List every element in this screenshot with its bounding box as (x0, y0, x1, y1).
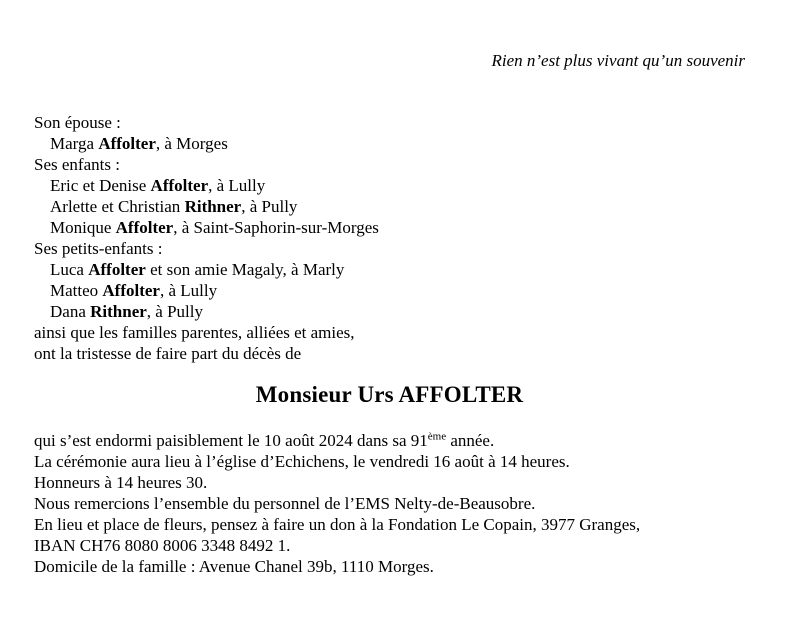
thanks-line (34, 493, 745, 514)
text-run: , à Pully (146, 302, 203, 321)
relation-label-children (34, 154, 745, 175)
surname-bold-text: Affolter (150, 176, 209, 195)
text-run: année. (446, 431, 495, 450)
text-run: , à Lully (208, 176, 266, 195)
text-run: Domicile de la famille : Avenue Chanel 39b, 1110 Morges. (34, 557, 434, 576)
text-run: , à Pully (241, 197, 298, 216)
honors-line (34, 472, 745, 493)
text-run: , à Saint-Saphorin-sur-Morges (173, 218, 379, 237)
text-run: Dana (50, 302, 91, 321)
text-run: Son épouse : (34, 113, 121, 132)
text-run: En lieu et place de fleurs, pensez à faire un don à la Fondation Le Copain, 3977 Granges, (34, 515, 641, 534)
relation-label-spouse (34, 112, 745, 133)
text-run: ont la tristesse de faire part du décès de (34, 344, 302, 363)
family-member-luca (34, 259, 745, 280)
epigraph-quote: Rien n’est plus vivant qu’un souvenir (491, 51, 745, 70)
text-run: Ses enfants : (34, 155, 120, 174)
family-member-marga (34, 133, 745, 154)
text-run: et son amie Magaly, à Marly (145, 260, 345, 279)
ordinal-superscript: ème (427, 430, 447, 443)
text-run: Luca (50, 260, 89, 279)
family-member-dana (34, 301, 745, 322)
text-run: Monique (50, 218, 116, 237)
donation-line (34, 514, 745, 535)
text-column (34, 0, 745, 577)
family-member-eric-denise (34, 175, 745, 196)
family-home-line (34, 556, 745, 577)
death-date-line (34, 430, 745, 451)
announcement-details (34, 430, 745, 577)
text-run: La cérémonie aura lieu à l’église d’Echichens, le vendredi 16 août à 14 heures. (34, 452, 570, 471)
surname-bold-text: Affolter (102, 281, 160, 300)
relation-label-grandchildren (34, 238, 745, 259)
text-run: Eric et Denise (50, 176, 151, 195)
sorrow-line (34, 343, 745, 364)
surname-bold-text: Affolter (115, 218, 174, 237)
text-run: ainsi que les familles parentes, alliées et amies, (34, 323, 355, 342)
text-run: qui s’est endormi paisiblement le 10 août 2024 dans sa 91 (34, 431, 428, 450)
text-run: , à Lully (159, 281, 218, 300)
text-run: IBAN CH76 8080 8006 3348 8492 1. (34, 536, 291, 555)
text-run: Matteo (50, 281, 103, 300)
ceremony-line (34, 451, 745, 472)
deceased-name-title: Monsieur Urs AFFOLTER (255, 382, 524, 407)
text-run: Arlette et Christian (50, 197, 185, 216)
surname-bold-text: Rithner (90, 302, 147, 321)
family-member-arlette-christian (34, 196, 745, 217)
family-member-matteo (34, 280, 745, 301)
family-list (34, 112, 745, 364)
text-run: Ses petits-enfants : (34, 239, 163, 258)
surname-bold-text: Rithner (184, 197, 242, 216)
text-run: Nous remercions l’ensemble du personnel de l’EMS Nelty-de-Beausobre. (34, 494, 536, 513)
text-run: Marga (50, 134, 99, 153)
iban-line (34, 535, 745, 556)
text-run: , à Morges (155, 134, 228, 153)
family-member-monique (34, 217, 745, 238)
families-line (34, 322, 745, 343)
surname-bold-text: Affolter (88, 260, 146, 279)
surname-bold-text: Affolter (98, 134, 156, 153)
text-run: Honneurs à 14 heures 30. (34, 473, 208, 492)
